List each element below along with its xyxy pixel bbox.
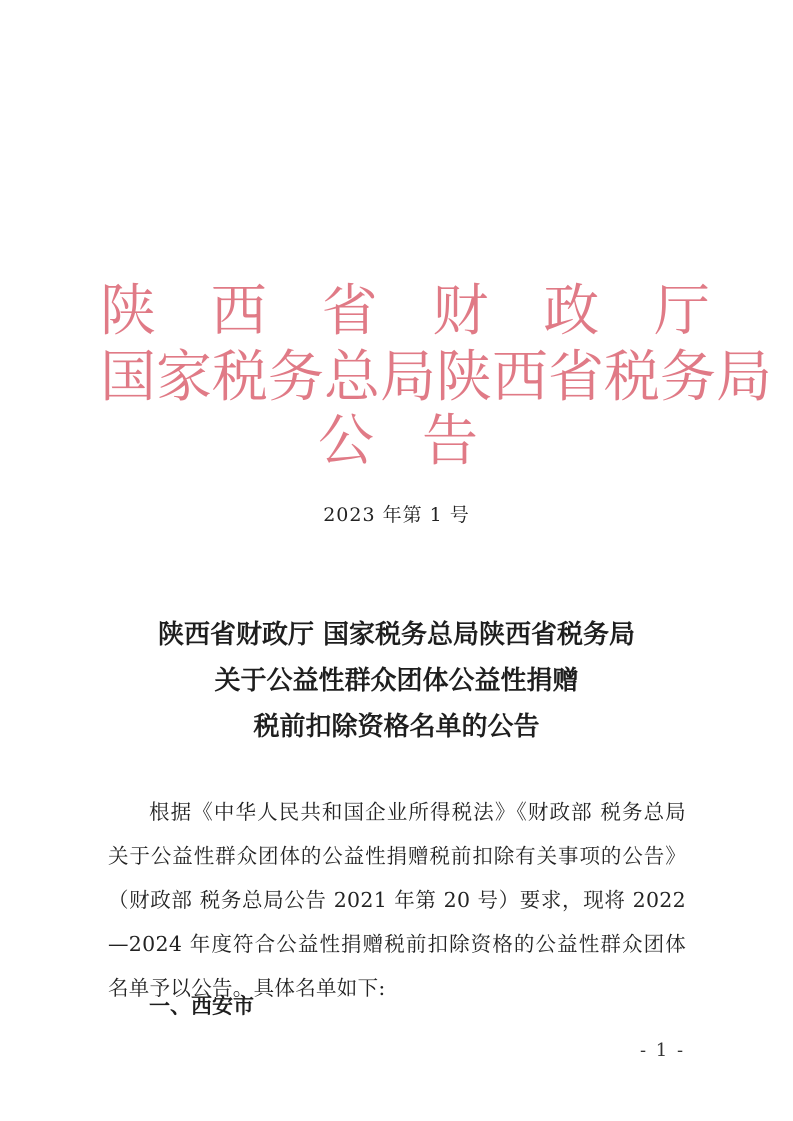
header-char: 财 [432,279,489,344]
title-line-2: 关于公益性群众团体公益性捐赠 [214,666,579,696]
header-char: 税 [604,345,660,410]
header-char: 国 [100,345,156,410]
header-char: 政 [543,279,600,344]
header-char: 告 [422,409,478,474]
header-char: 西 [210,279,267,344]
header-char: 局 [380,345,436,410]
document-number: 2023 年第 1 号 [323,504,470,526]
header-char: 陕 [436,345,492,410]
header-char: 省 [321,279,378,344]
page-number: - 1 - [640,1040,686,1061]
title-line-1: 陕西省财政厅 国家税务总局陕西省税务局 [157,620,636,650]
header-char: 局 [716,345,772,410]
header-char: 税 [212,345,268,410]
header-char: 务 [660,345,716,410]
header-char: 家 [156,345,212,410]
header-char: 西 [492,345,548,410]
section-heading: 一、西安市 [149,994,254,1018]
body-paragraph: 根据《中华人民共和国企业所得税法》《财政部 税务总局关于公益性群众团体的公益性捐赠税前扣除有关事项的公告》（财政部 税务总局公告 2021 年第 20 号）要求，现将 2022—2024 年度符合公益性捐赠税前扣除资格的公益性群众团体名单予以公告。具体名单如下: [108,800,686,1000]
header-char: 务 [268,345,324,410]
header-char: 省 [548,345,604,410]
issuer-header-line-2 [100,345,772,410]
announcement-header [318,410,478,474]
header-char: 陕 [100,279,156,344]
issuer-header-line-1 [100,280,710,344]
header-char: 厅 [653,279,710,344]
header-char: 公 [318,409,374,474]
header-char: 总 [324,345,380,410]
title-line-3: 税前扣除资格名单的公告 [253,712,540,742]
